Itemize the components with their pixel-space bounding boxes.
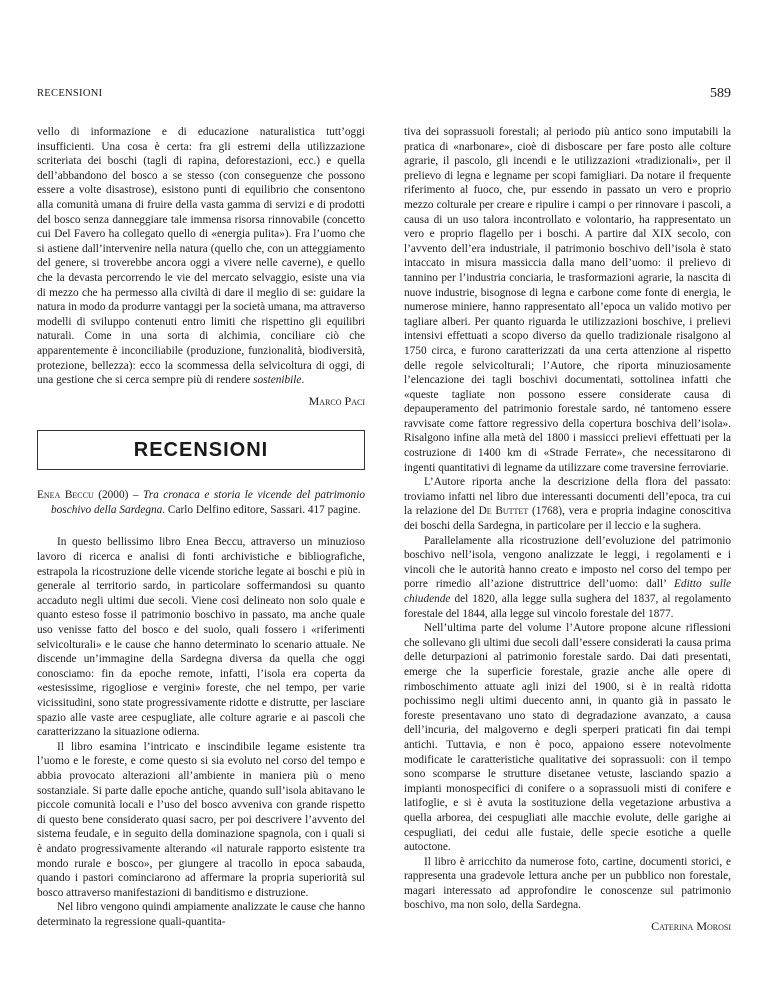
paragraph: vello di informazione e di educazione naturalistica tutt’oggi insufficienti. Una cosa è certa: fra gli estremi della utilizzazione scriteriata dei boschi (tagli di rapina, deforestazioni, ecc.) e quella dell’abbandono del bosco a se stesso (con conseguenze che possono essere a volte disastrose), esistono punti di equilibrio che consentono alla comunità umana di fruire della vasta gamma di servizi e di prodotti del bosco senza danneggiare tale immensa risorsa rinnovabile (concetto cui Del Favero ha collegato quello di «energia pulita»). Fra l’uomo che si astiene dall’intervenire nella natura (quello che, con un atteggiamento del genere, si troverebbe ancora oggi a vivere nelle caverne), e quello che la devasta percorrendo le vie del mercato selvaggio, esiste una via di mezzo che ha permesso alla civiltà di dare il meglio di se: guidare la natura in modo da produrre vantaggi per la società umana, ma attraverso modelli di sviluppo contenuti entro limiti che rispettino gli equilibri naturali. Come in una sorta di alchimia, conciliare ciò che apparentemente è inconciliabile (produzione, funzionalità, biodiversità, protezione, bellezza): ecco la scommessa della selvicoltura di oggi, di una gestione che si cerca sempre più di rendere sostenibile. [37,126,365,387]
paragraph: L’Autore riporta anche la descrizione della flora del passato: troviamo infatti nel libro due interessanti documenti dell’epoca, tra cui la relazione del De Buttet (1768), vera e propria indagine conoscitiva dei boschi della Sardegna, in particolare per il leccio e la sughera. [404,476,732,533]
section-title: RECENSIONI [133,438,269,461]
section-title-box [37,430,365,470]
paragraph: Nel libro vengono quindi ampiamente analizzate le cause che hanno determinato la regressione quali-quantita- [37,901,365,928]
paragraph: Il libro esamina l’intricato e inscindibile legame esistente tra l’uomo e le foreste, e come questo si sia evoluto nel corso del tempo e abbia provocato alterazioni all’ambiente in maniera più o meno sostanziale. Si parte dalle epoche antiche, quando sull’isola abitavano le piccole comunità locali e l’uso del bosco avveniva con grande rispetto di questo bene considerato quasi sacro, per poi descrivere l’avvento del sistema feudale, e in seguito della dominazione spagnola, con i quali si è andato progressivamente alterando «il naturale rapporto esistente tra mondo rurale e bosco», per giungere al tracollo in epoca sabauda, quando i pastori cominciarono ad affermare la propria superiorità sul bosco attraverso manifestazioni di banditismo e distruzione. [37,740,365,899]
right-column [404,125,731,934]
paragraph: Parallelamente alla ricostruzione dell’evoluzione del patrimonio boschivo nell’isola, vengono analizzate le leggi, i regolamenti e i vincoli che le autorità hanno creato e imposto nel corso del tempo per porre rimedio all’azione distruttrice dell’uomo: dall’ Editto sulle chiudende del 1820, alla legge sulla sughera del 1837, al regolamento forestale del 1844, alla legge sul vincolo forestale del 1877. [404,534,731,620]
running-head: RECENSIONI [37,88,103,99]
page-header [37,86,731,106]
paragraph: Nell’ultima parte del volume l’Autore propone alcune riflessioni che sollevano gli ultimi due secoli dall’essere considerati la causa prima delle deturpazioni al patrimonio forestale sardo. Dai dati presentati, emerge che la superficie forestale, grazie anche alle opere di rimboschimento attuate agli inizi del 1900, si è in realtà ridotta pochissimo negli ultimi duecento anni, in quanto già in passato le foreste presentavano uno stato di degradazione avanzato, a causa dell’incuria, del malgoverno e degli sperperi praticati fin dai tempi antichi. Tuttavia, e non è poco, appaiono essere notevolmente modificate le caratteristiche qualitative dei soprassuoli: con il tempo sono scomparse le strutture disetanee vetuste, lasciando spazio a impianti monospecifici di conifere o a soprassuoli misti di conifere e latifoglie, e si è avuta la sostituzione della vegetazione arbustiva a quella arborea, dei cespugliati alle macchie evolute, delle garighe ai cespugliati, dei cedui alle fustaie, delle specie esotiche a quelle autoctone. [404,622,731,854]
book-reference: Enea Beccu (2000) – Tra cronaca e storia le vicende del patrimonio boschivo della Sardegna. Carlo Delfino editore, Sassari. 417 pagine. [37,489,365,516]
page-number: 589 [710,86,731,101]
signature-marco-paci: Marco Paci [308,393,365,408]
paragraph: In questo bellissimo libro Enea Beccu, attraverso un minuzioso lavoro di ricerca e analisi di fonti archivistiche e bibliografiche, estrapola la ricostruzione delle vicende storiche legate ai boschi e più in generale al territorio sardo, in particolare soffermandosi su quanto accaduto negli ultimi due secoli. Viene così delineato non solo quale e quanto esteso fosse il patrimonio boschivo in passato, ma anche quale uso venisse fatto del bosco e del suolo, quali fossero i «riferimenti selvicolturali» e le cause che hanno determinato lo scenario attuale. Ne discende un’immagine della Sardegna diversa da quella che oggi conosciamo: fin da epoche remote, infatti, l’isola era coperta da «estesissime, rigogliose e vergini» foreste, che nel tempo, per varie vicissitudini, sono state progressivamente ridotte e distrutte, per lasciare spazio alle vaste aree cespugliate, alle colture agrarie e ai pascoli che caratterizzano la situazione odierna. [37,536,365,739]
paragraph: tiva dei soprassuoli forestali; al periodo più antico sono imputabili la pratica di «narbonare», cioè di disboscare per fare posto alle colture agrarie, il pascolo, gli incendi e le utilizzazioni «tradizionali», per il prelievo di legna e legname per scopi famigliari. Da notare il frequente riferimento al fuoco, che, pur essendo in passato un vero e proprio mezzo colturale per creare e ripulire i campi o per rinnovare i pascoli, a causa di un uso talora incontrollato e volontario, ha rappresentato un vero e proprio flagello per i boschi. A partire dal XIX secolo, con l’avvento dell’era industriale, il patrimonio boschivo dell’isola è stato intaccato in misura massiccia dalla mano dell’uomo: il prelievo di tannino per l’industria conciaria, le trasformazioni agrarie, la nascita di nuove industrie, bisognose di legna e carbone come fonte di energia, le numerose miniere, hanno rappresentato all’epoca un valido motivo per tagliare alberi. Per quanto riguarda le utilizzazioni boschive, i prelievi intensivi effettuati a scopo diverso da quello tradizionale risalgono al 1750 circa, e furono caratterizzati da una certa attenzione al rispetto delle regole selvicolturali; l’Autore, che riporta minuziosamente l’elencazione dei tagli boschivi documentati, sottolinea infatti che «queste tagliate non possono essere considerate causa di depauperamento del patrimonio forestale sardo, né tantomeno essere ravvisate come fattore regressivo della copertura boschiva dell’isola». Risalgono infine alla metà del 1800 i massicci prelievi effettuati per la costruzione di 1400 km di «Strade Ferrate», che necessitarono di ingenti quantitativi di legname da utilizzare come traversine ferroviarie. [404,126,731,474]
signature-caterina-morosi: Caterina Morosi [651,919,731,934]
paragraph: Il libro è arricchito da numerose foto, cartine, documenti storici, e rappresenta una gradevole lettura anche per un pubblico non forestale, magari interessato ad approfondire le conoscenze sul patrimonio boschivo, ma non solo, della Sardegna. [404,855,731,912]
left-column [37,125,365,930]
